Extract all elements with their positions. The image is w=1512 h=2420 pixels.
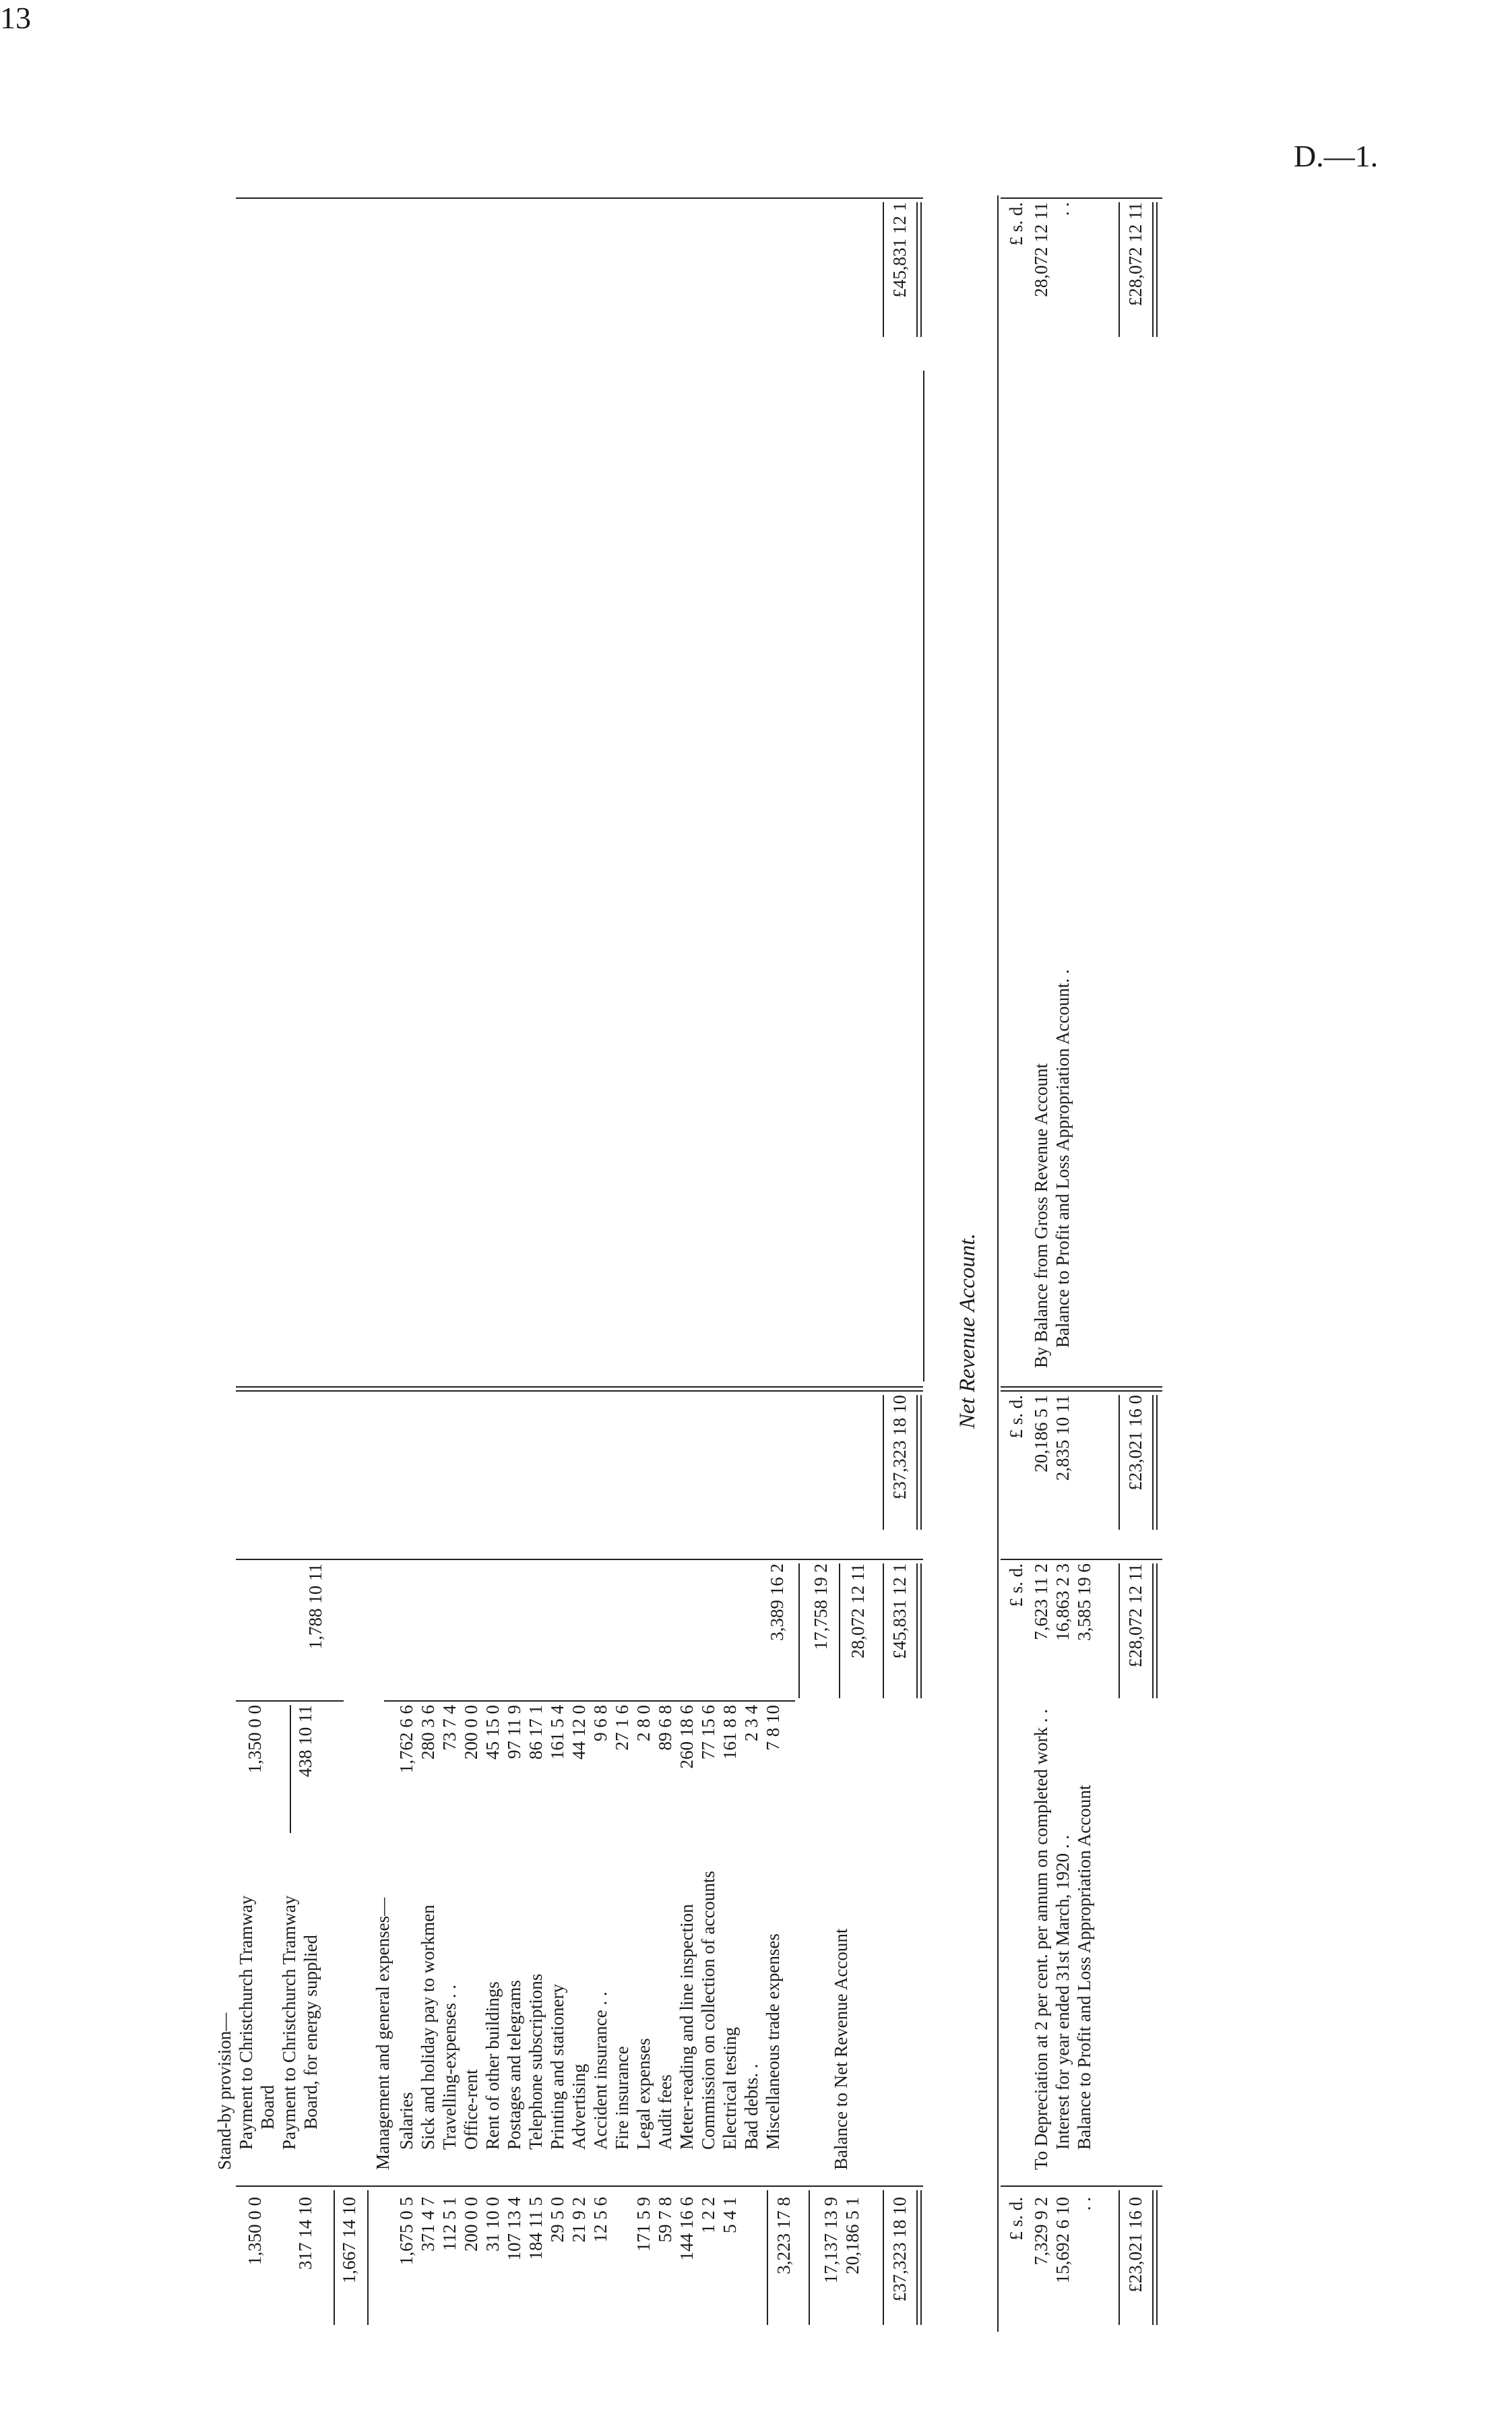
- rule: [839, 1563, 840, 1698]
- double-rule: [916, 1395, 922, 1530]
- amount-total: 1,788 10 11: [305, 1563, 325, 1650]
- rule: [1119, 1395, 1120, 1530]
- amount-total: £45,831 12 1: [889, 1563, 910, 1659]
- amount: 3,585 19 6: [1074, 1563, 1094, 1641]
- currency-heading: £ s. d.: [1006, 202, 1026, 246]
- amount: 21 9 2: [569, 2197, 589, 2243]
- expense-label: Office-rent: [461, 2069, 481, 2150]
- amount: 2 8 0: [633, 1705, 654, 1741]
- amount-subtotal: 1,667 14 10: [339, 2197, 359, 2284]
- item-label: Board, for energy supplied: [301, 1935, 321, 2130]
- amount: 29 5 0: [547, 2197, 567, 2243]
- item-label: Payment to Christchurch Tramway: [279, 1895, 299, 2150]
- rule: [367, 2190, 369, 2325]
- amount: 1 2 2: [698, 2197, 718, 2233]
- amount: 77 15 6: [698, 1705, 718, 1760]
- amount: 27 1 6: [612, 1705, 632, 1751]
- expense-label: Advertising: [569, 2064, 589, 2150]
- credit-item: Balance to Profit and Loss Appropriation Account. .: [1052, 969, 1073, 1348]
- amount: 9 6 8: [590, 1705, 610, 1741]
- management-heading: Management and general expenses—: [373, 1897, 393, 2170]
- debit-item: Interest for year ended 31st March, 1920 . .: [1052, 1834, 1073, 2150]
- amount: 89 6 8: [655, 1705, 675, 1751]
- amount: 7,329 9 2: [1031, 2197, 1051, 2266]
- amount: 438 10 11: [295, 1705, 315, 1777]
- amount-total: 3,389 16 2: [767, 1563, 787, 1641]
- amount: 317 14 10: [295, 2197, 315, 2270]
- expense-label: Miscellaneous trade expenses: [763, 1933, 783, 2150]
- amount: 16,863 2 3: [1052, 1563, 1073, 1641]
- expense-label: Electrical testing: [720, 2026, 740, 2150]
- rule: [334, 2190, 335, 2325]
- column-rule: [236, 1559, 923, 1560]
- rule: [1119, 2190, 1120, 2325]
- amount: 28,072 12 11: [1031, 202, 1051, 297]
- column-rule: [384, 1700, 795, 1702]
- amount: 112 5 1: [439, 2197, 460, 2251]
- expense-label: Bad debts. .: [741, 2064, 761, 2150]
- amount: 200 0 0: [461, 2197, 481, 2252]
- column-rule: [236, 2185, 923, 2187]
- amount: 161 8 8: [720, 1705, 740, 1760]
- item-label: Payment to Christchurch Tramway: [236, 1895, 256, 2150]
- rule: [883, 202, 884, 337]
- rule: [809, 2190, 810, 2325]
- net-revenue-title: Net Revenue Account.: [955, 1233, 980, 1429]
- amount: 97 11 9: [504, 1705, 524, 1759]
- amount: . .: [1052, 202, 1073, 216]
- credit-total: £37,323 18 10: [889, 1395, 910, 1500]
- amount: 44 12 0: [569, 1705, 589, 1760]
- amount: 5 4 1: [720, 2197, 740, 2233]
- standby-heading: Stand-by provision—: [214, 2012, 234, 2170]
- double-rule: [1152, 202, 1158, 337]
- amount-total: £23,021 16 0: [1125, 2197, 1145, 2293]
- amount: 12 5 6: [590, 2197, 610, 2243]
- amount: 1,350 0 0: [245, 1705, 265, 1774]
- net-top-rule: [997, 195, 999, 2332]
- amount-total: £28,072 12 11: [1125, 1563, 1145, 1668]
- amount: 1,350 0 0: [245, 2197, 265, 2266]
- debit-item: Balance to Profit and Loss Appropriation Account: [1074, 1785, 1094, 2150]
- amount: 20,186 5 1: [842, 2197, 862, 2274]
- amount: 184 11 5: [526, 2197, 546, 2260]
- far-right-total: £45,831 12 1: [889, 202, 910, 298]
- expense-label: Telephone subscriptions: [526, 1973, 546, 2150]
- amount: 31 10 0: [482, 2197, 503, 2252]
- expense-label: Postages and telegrams: [504, 1980, 524, 2150]
- debit-item: To Depreciation at 2 per cent. per annum on completed work . .: [1031, 1708, 1051, 2170]
- amount-total: £23,021 16 0: [1125, 1395, 1145, 1491]
- currency-heading: £ s. d.: [1006, 1395, 1026, 1439]
- expense-label: Meter-reading and line inspection: [676, 1904, 697, 2150]
- expense-label: Legal expenses: [633, 2038, 654, 2150]
- expense-label: Sick and holiday pay to workmen: [418, 1904, 438, 2150]
- amount: 15,692 6 10: [1052, 2197, 1073, 2284]
- double-rule: [1152, 2190, 1158, 2325]
- amount: 2 3 4: [741, 1705, 761, 1741]
- currency-heading: £ s. d.: [1006, 1563, 1026, 1607]
- amount: 1,675 0 5: [396, 2197, 416, 2266]
- amount-subtotal: 3,223 17 8: [774, 2197, 794, 2274]
- amount: 260 18 6: [676, 1705, 697, 1769]
- expense-label: Fire insurance: [612, 2046, 632, 2150]
- expense-label: Printing and stationery: [547, 1984, 567, 2150]
- balance-label: Balance to Net Revenue Account: [831, 1928, 851, 2170]
- amount: 371 4 7: [418, 2197, 438, 2252]
- double-rule: [1152, 1563, 1158, 1698]
- column-rule: [1001, 1559, 1162, 1560]
- rule: [767, 2190, 768, 2325]
- amount: 161 5 4: [547, 1705, 567, 1760]
- amount: 144 16 6: [676, 2197, 697, 2261]
- page-number: 13: [0, 1, 31, 35]
- column-double-rule: [236, 1386, 923, 1392]
- amount: 17,758 19 2: [811, 1563, 831, 1650]
- expense-label: Accident insurance . .: [590, 1991, 610, 2150]
- item-label: Board: [257, 2085, 278, 2130]
- amount-total: £37,323 18 10: [889, 2197, 910, 2302]
- column-rule: [1001, 197, 1162, 199]
- amount: 73 7 4: [439, 1705, 460, 1751]
- expense-label: Rent of other buildings: [482, 1981, 503, 2150]
- double-rule: [916, 1563, 922, 1698]
- credit-item: By Balance from Gross Revenue Account: [1031, 1063, 1051, 1368]
- rule: [1119, 1563, 1120, 1698]
- amount-total: £28,072 12 11: [1125, 202, 1145, 307]
- amount: 28,072 12 11: [848, 1563, 868, 1658]
- amount: 59 7 8: [655, 2197, 675, 2243]
- amount: 171 5 9: [633, 2197, 654, 2252]
- document-reference: D.—1.: [1294, 139, 1379, 173]
- amount: 7 8 10: [763, 1705, 783, 1751]
- amount: 45 15 0: [482, 1705, 503, 1760]
- account-bottom-rule: [923, 371, 924, 1382]
- amount: 17,137 13 9: [821, 2197, 841, 2284]
- rule: [798, 1563, 800, 1698]
- double-rule: [1152, 1395, 1158, 1530]
- rule: [883, 1395, 884, 1530]
- column-rule: [1001, 2185, 1162, 2187]
- currency-heading: £ s. d.: [1006, 2197, 1026, 2241]
- rule: [883, 1563, 884, 1698]
- column-double-rule: [1001, 1386, 1162, 1392]
- expense-label: Travelling-expenses . .: [439, 1985, 460, 2150]
- amount: 7,623 11 2: [1031, 1563, 1051, 1640]
- column-rule: [236, 1700, 344, 1702]
- column-rule: [236, 197, 923, 199]
- expense-label: Audit fees: [655, 2074, 675, 2150]
- expense-label: Salaries: [396, 2092, 416, 2150]
- amount: 107 13 4: [504, 2197, 524, 2261]
- expense-label: Commission on collection of accounts: [698, 1871, 718, 2150]
- amount: 200 0 0: [461, 1705, 481, 1760]
- double-rule: [916, 202, 922, 337]
- amount: 20,186 5 1: [1031, 1395, 1051, 1472]
- amount: 280 3 6: [418, 1705, 438, 1760]
- amount: 2,835 10 11: [1052, 1395, 1073, 1481]
- rotated-account-tables: [182, 182, 1327, 2372]
- amount: 1,762 6 6: [396, 1705, 416, 1774]
- amount: 86 17 1: [526, 1705, 546, 1760]
- rule: [883, 2190, 884, 2325]
- amount: . .: [1074, 2197, 1094, 2211]
- double-rule: [916, 2190, 922, 2325]
- rule: [1119, 202, 1120, 337]
- rule: [290, 1705, 291, 1833]
